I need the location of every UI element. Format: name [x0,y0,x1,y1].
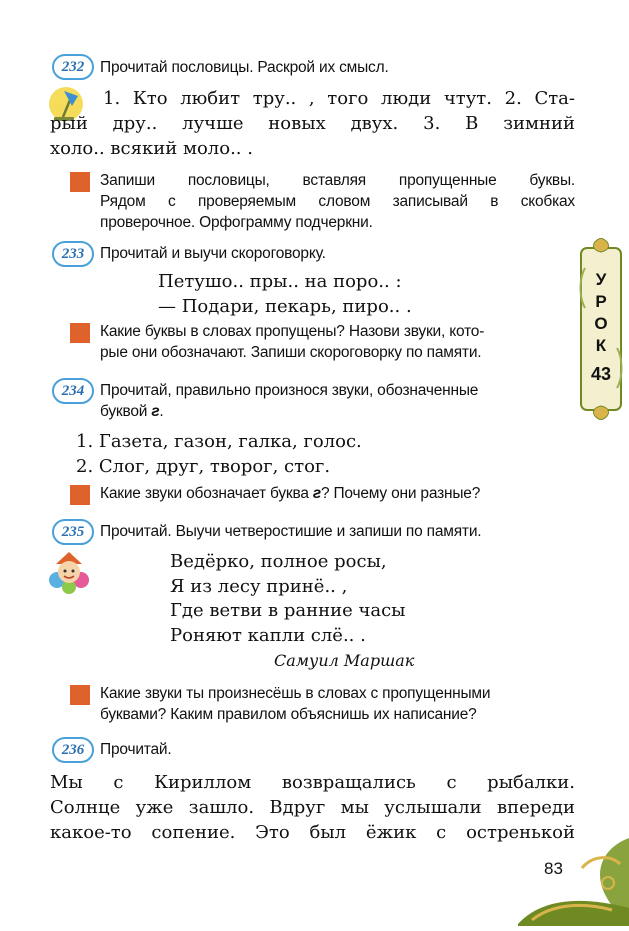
lesson-letter-o: О [594,314,608,333]
instruction-end: . [159,403,164,420]
exercise-236-line-1: Мы с Кириллом возвращались с рыбалки. [50,772,575,793]
exercise-233-line-2: — Подари, пекарь, пиро.. . [158,296,412,317]
lesson-letter-u: У [595,270,607,289]
exercise-233-task-line-2: рые они обозначают. Запиши скороговорку по памяти. [100,344,482,361]
page-number: 83 [544,859,563,878]
task-text-end: ? Почему они разные? [320,485,481,502]
exercise-235-task-line-2: буквами? Каким правилом объяснишь их написание? [100,706,477,723]
exercise-233-instruction: Прочитай и выучи скороговорку. [100,245,326,262]
task-marker-234 [70,485,90,505]
exercise-234-line-2: 2. Слог, друг, творог, стог. [76,456,331,477]
task-text: Какие звуки обозначает буква [100,485,313,502]
task-letter-g: г [312,485,321,502]
lesson-tab [577,238,625,420]
task-marker-235 [70,685,90,705]
exercise-232-task-line-2: Рядом с проверяемым словом записывай в скобках [100,193,575,210]
exercise-232-instruction: Прочитай пословицы. Раскрой их смысл. [100,59,389,76]
exercise-236-instruction: Прочитай. [100,741,172,758]
exercise-number-232: 232 [52,54,94,80]
task-marker-233 [70,323,90,343]
poem-line-3: Где ветви в ранние часы [170,600,406,621]
letter-g: г [151,403,160,420]
instruction-text: буквой [100,403,152,420]
exercise-234-instruction-line-1: Прочитай, правильно произнося звуки, обозначенные [100,382,479,399]
poem-line-2: Я из лесу принё.. , [170,576,348,597]
exercise-236-line-3: какое-то сопение. Это был ёжик с остренькой [50,822,575,843]
exercise-233-line-1: Петушо.. пры.. на поро.. : [158,271,402,292]
lesson-letter-k: К [595,336,607,355]
exercise-233-task-line-1: Какие буквы в словах пропущены? Назови звуки, кото- [100,323,485,340]
exercise-number-234: 234 [52,378,94,404]
exercise-234-task [100,483,480,504]
exercise-236-line-2: Солнце уже зашло. Вдруг мы услышали впереди [50,797,575,818]
corner-ornament [512,828,629,926]
exercise-number-236: 236 [52,737,94,763]
lesson-letter-r: Р [595,292,607,311]
poem-line-4: Роняют капли слё.. . [170,625,366,646]
exercise-232-line-3: холо.. всякий моло.. . [50,138,253,159]
lesson-number: 43 [590,364,612,384]
exercise-235-instruction: Прочитай. Выучи четверостишие и запиши по памяти. [100,523,482,540]
exercise-234-line-1: 1. Газета, газон, галка, голос. [76,431,362,452]
task-marker-232 [70,172,90,192]
poem-line-1: Ведёрко, полное росы, [170,551,387,572]
exercise-235-task-line-1: Какие звуки ты произнесёшь в словах с пропущенными [100,685,491,702]
exercise-number-235: 235 [52,519,94,545]
poem-author: Самуил Маршак [274,651,415,670]
child-flower-icon [48,550,90,594]
exercise-number-233: 233 [52,241,94,267]
exercise-234-instruction-line-2 [100,401,164,422]
exercise-232-line-2: рый дру.. лучше новых двух. 3. В зимний [50,113,575,134]
exercise-232-task-line-1: Запиши пословицы, вставляя пропущенные буквы. [100,172,575,189]
exercise-232-line-1: 1. Кто любит тру.. , того люди чтут. 2. Ста- [103,88,575,109]
exercise-232-task-line-3: проверочное. Орфограмму подчеркни. [100,214,373,231]
